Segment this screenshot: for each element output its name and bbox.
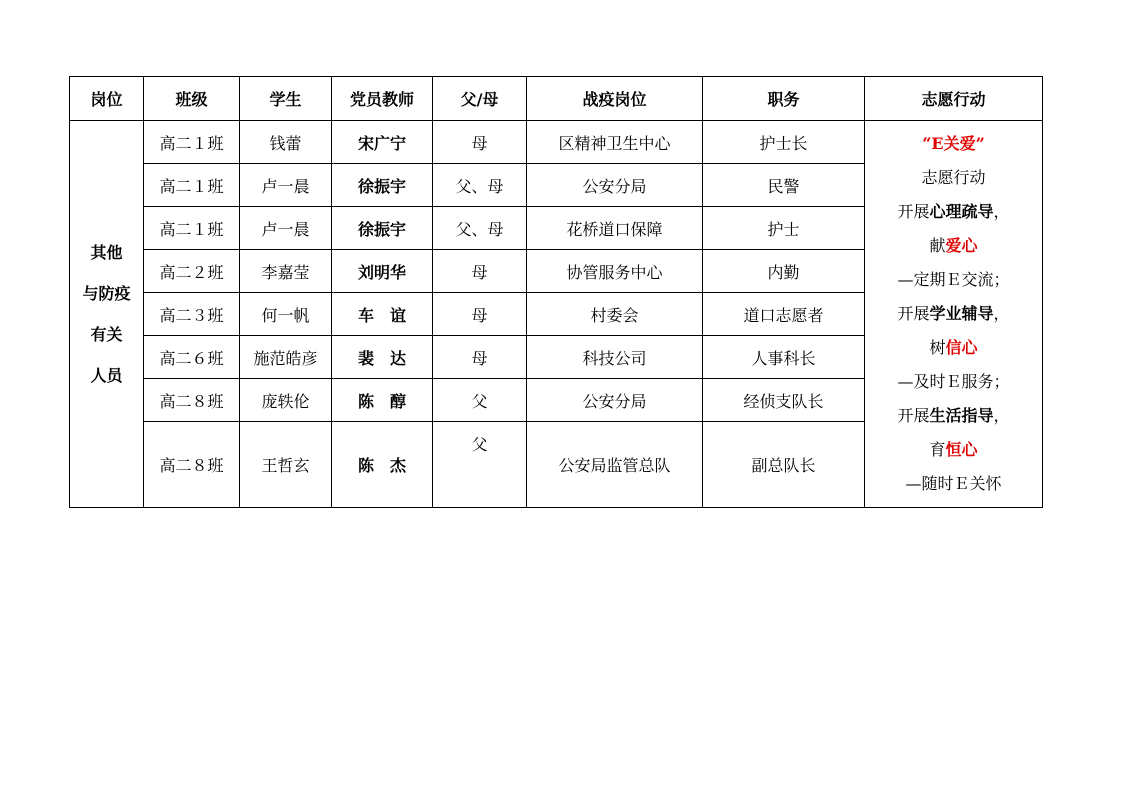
header-volunteer: 志愿行动: [865, 77, 1043, 121]
student-cell: 李嘉莹: [240, 250, 332, 293]
parent-cell: 母: [433, 293, 527, 336]
class-cell: 高二３班: [144, 293, 240, 336]
parent-cell: 父、母: [433, 164, 527, 207]
teacher-cell: 裴 达: [332, 336, 433, 379]
volunteer-table: [69, 76, 1043, 508]
class-cell: 高二１班: [144, 207, 240, 250]
post-cell: 区精神卫生中心: [527, 121, 703, 164]
teacher-cell: 徐振宇: [332, 164, 433, 207]
class-cell: 高二２班: [144, 250, 240, 293]
parent-cell: 父、母: [433, 207, 527, 250]
teacher-name-part: 宋广宁: [357, 133, 406, 153]
parent-cell: 父: [433, 422, 527, 508]
header-parent: 父/母: [433, 77, 527, 121]
duty-cell: 民警: [703, 164, 865, 207]
table-row: [70, 121, 1043, 164]
category-line: 与防疫: [82, 284, 131, 303]
volunteer-line: 树信心: [929, 338, 978, 357]
duty-cell: 副总队长: [703, 422, 865, 508]
category-line: 人员: [90, 366, 123, 385]
parent-cell: 父: [433, 379, 527, 422]
header-student: 学生: [240, 77, 332, 121]
parent-cell: 母: [433, 121, 527, 164]
post-cell: 公安分局: [527, 164, 703, 207]
category-line: 有关: [90, 325, 123, 344]
teacher-cell: 陈 醇: [332, 379, 433, 422]
post-cell: 村委会: [527, 293, 703, 336]
teacher-cell: [332, 121, 433, 164]
teacher-cell: 刘明华: [332, 250, 433, 293]
volunteer-line: 志愿行动: [921, 168, 986, 187]
duty-cell: 护士: [703, 207, 865, 250]
post-cell: 公安分局: [527, 379, 703, 422]
category-line: 其他: [90, 243, 123, 262]
category-cell: [70, 121, 144, 508]
volunteer-line: 开展心理疏导，: [897, 202, 1010, 221]
duty-cell: 护士长: [703, 121, 865, 164]
duty-cell: 人事科长: [703, 336, 865, 379]
parent-cell: 母: [433, 250, 527, 293]
header-teacher: 党员教师: [332, 77, 433, 121]
post-cell: 花桥道口保障: [527, 207, 703, 250]
student-cell: 施范皓彦: [240, 336, 332, 379]
volunteer-line: 献爱心: [929, 236, 978, 255]
class-cell: 高二６班: [144, 336, 240, 379]
duty-cell: 道口志愿者: [703, 293, 865, 336]
student-cell: 卢一晨: [240, 164, 332, 207]
post-cell: 公安局监管总队: [527, 422, 703, 508]
teacher-cell: 徐振宇: [332, 207, 433, 250]
volunteer-cell: [865, 121, 1043, 508]
parent-cell: 母: [433, 336, 527, 379]
header-post: 战疫岗位: [527, 77, 703, 121]
teacher-cell: 陈 杰: [332, 422, 433, 508]
class-cell: 高二８班: [144, 422, 240, 508]
volunteer-line: —及时Ｅ服务；: [897, 372, 1010, 391]
class-cell: 高二１班: [144, 121, 240, 164]
volunteer-title: “E关爱”: [922, 134, 985, 153]
student-cell: 钱蕾: [240, 121, 332, 164]
class-cell: 高二１班: [144, 164, 240, 207]
volunteer-line: 开展生活指导，: [897, 406, 1010, 425]
duty-cell: 内勤: [703, 250, 865, 293]
volunteer-line: —随时Ｅ关怀: [905, 474, 1002, 493]
header-position: 岗位: [70, 77, 144, 121]
teacher-cell: 车 谊: [332, 293, 433, 336]
student-cell: 何一帆: [240, 293, 332, 336]
volunteer-line: —定期Ｅ交流；: [897, 270, 1010, 289]
student-cell: 卢一晨: [240, 207, 332, 250]
duty-cell: 经侦支队长: [703, 379, 865, 422]
header-row: [70, 77, 1043, 121]
post-cell: 协管服务中心: [527, 250, 703, 293]
header-class: 班级: [144, 77, 240, 121]
post-cell: 科技公司: [527, 336, 703, 379]
header-duty: 职务: [703, 77, 865, 121]
student-cell: 王哲玄: [240, 422, 332, 508]
class-cell: 高二８班: [144, 379, 240, 422]
volunteer-line: 开展学业辅导，: [897, 304, 1010, 323]
volunteer-line: 育恒心: [929, 440, 978, 459]
student-cell: 庞轶伦: [240, 379, 332, 422]
